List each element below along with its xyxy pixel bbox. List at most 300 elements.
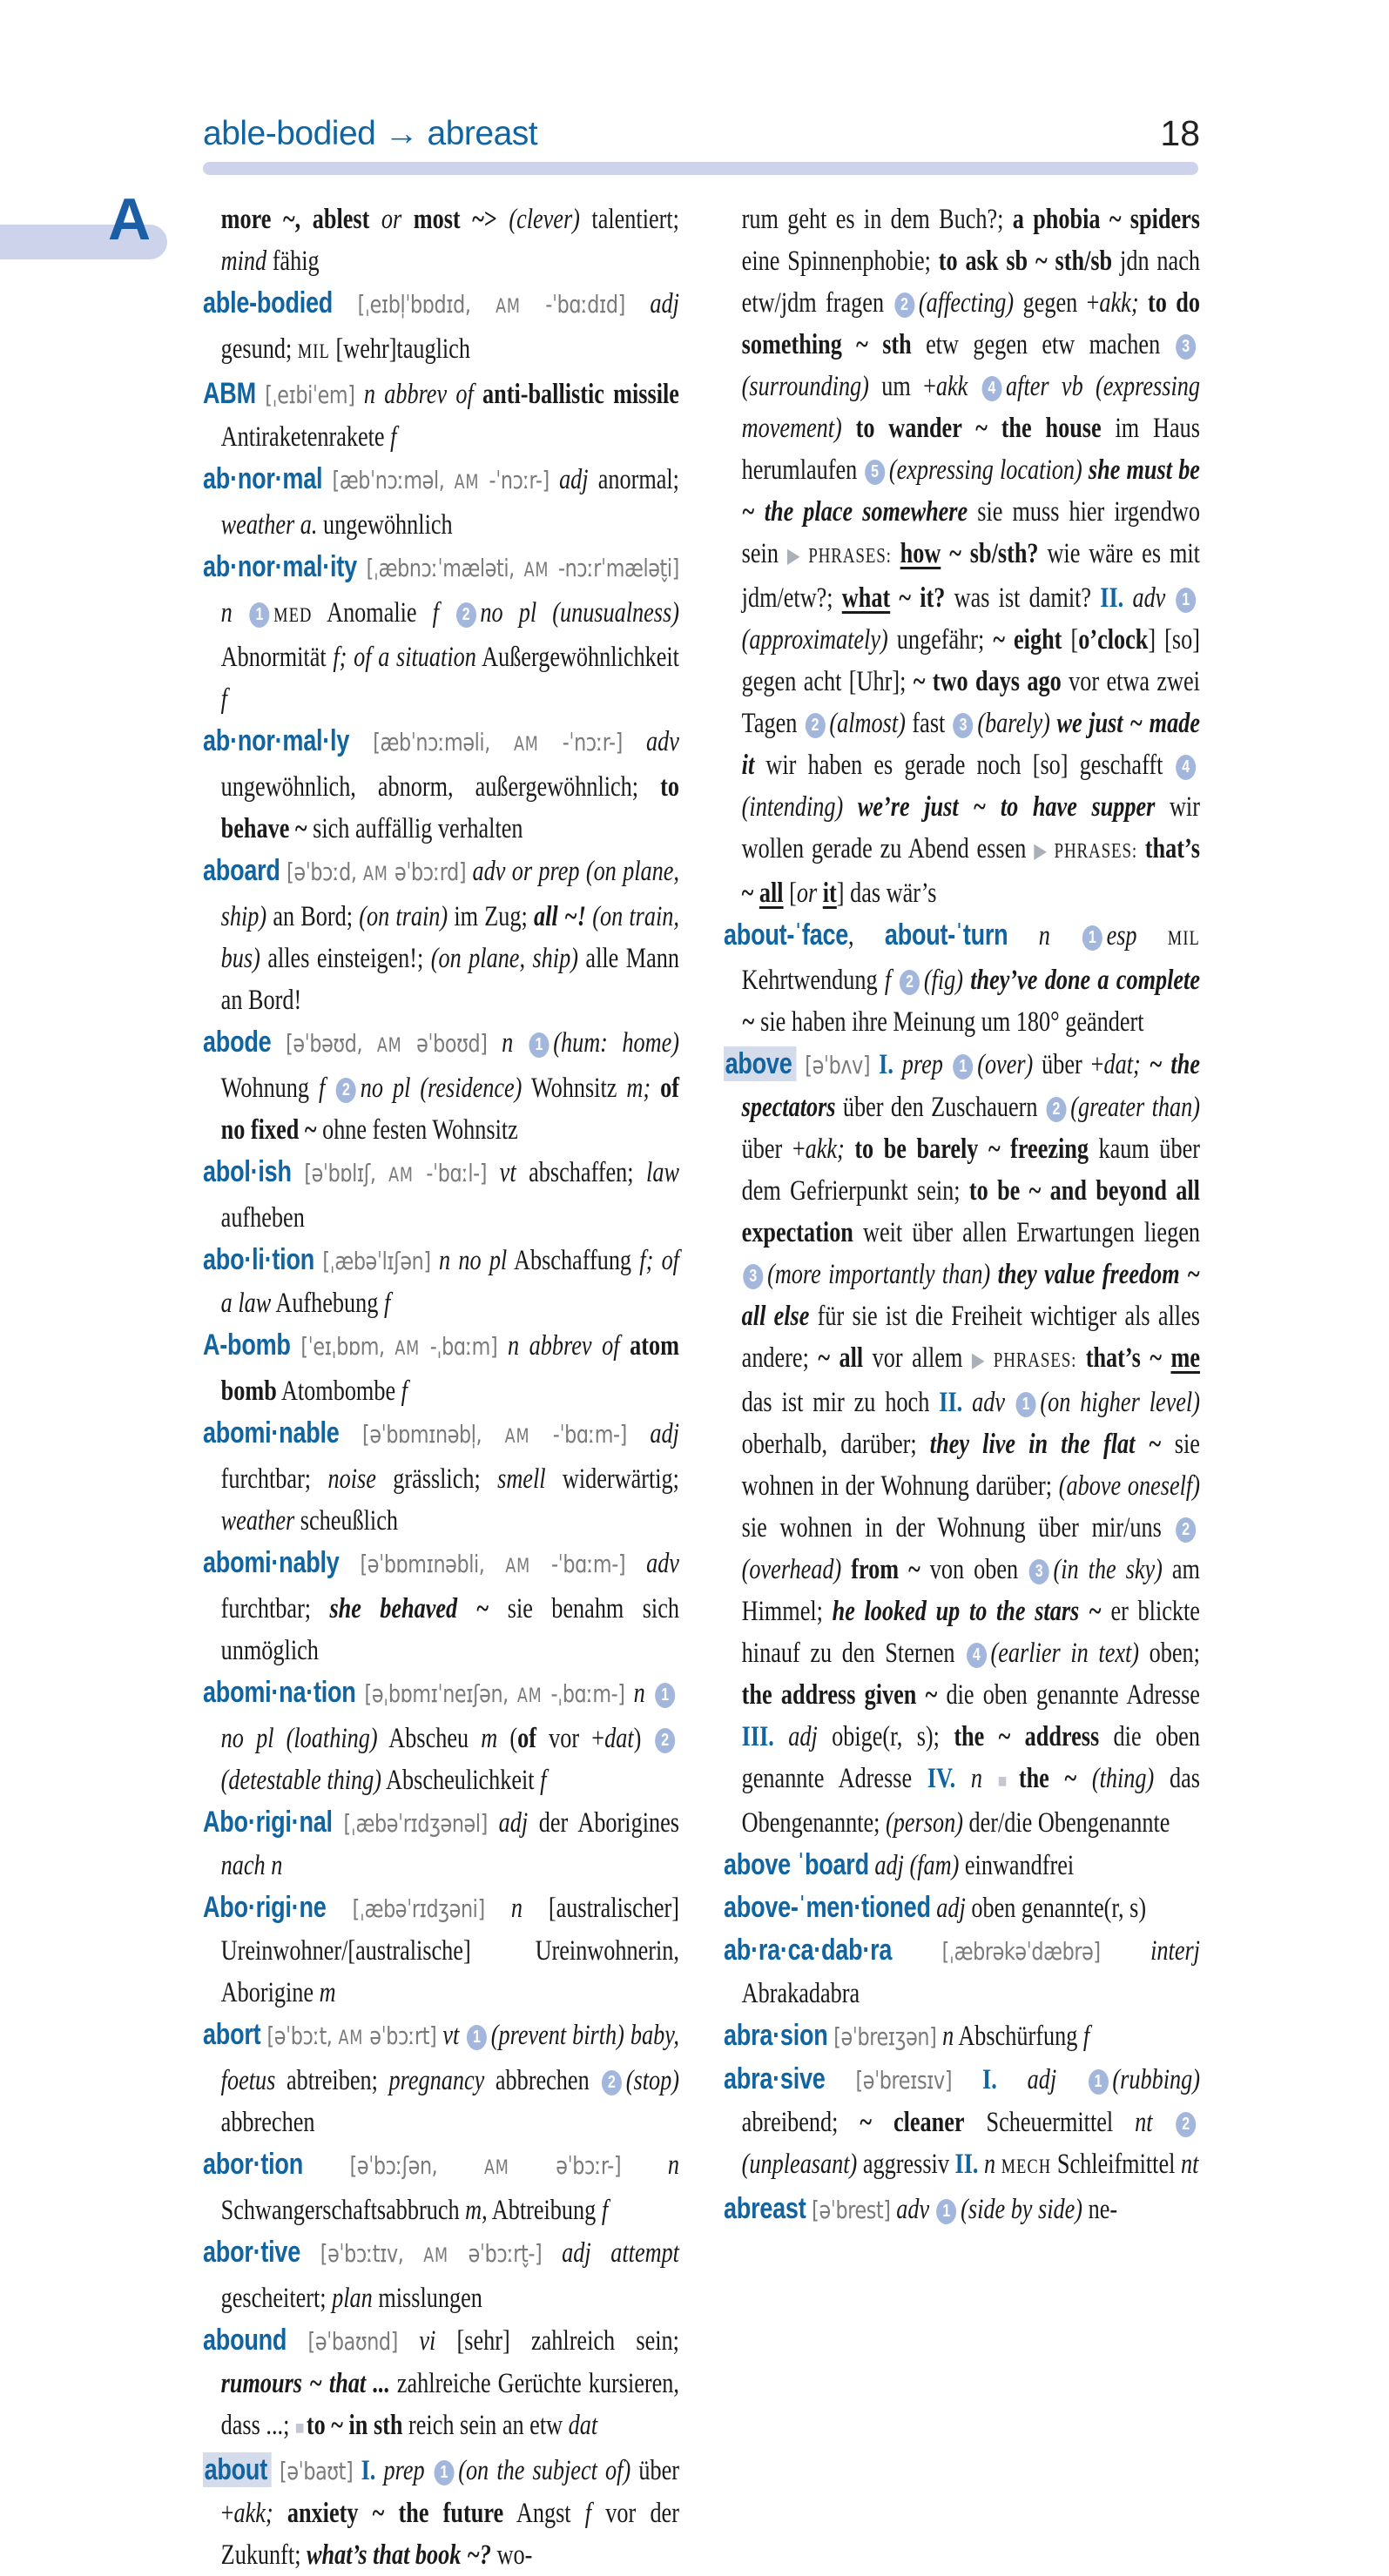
text-run: über + (220, 2455, 679, 2529)
italic-text: weather a. (220, 509, 318, 541)
text-run: etw gegen etw machen (911, 329, 1175, 360)
bold-italic-phrase: rumours ~ that ... (220, 2368, 390, 2399)
bold-phrase: more ~, ablest (220, 204, 381, 235)
phonetic-transcription: -ˈnɔːr-] (538, 728, 647, 757)
italic-text: akk (935, 371, 968, 402)
text-run: Wohnsitz (522, 1073, 627, 1104)
phonetic-transcription: -ˈbɑːdɪd] (520, 290, 651, 319)
italic-text: adj (996, 2064, 1087, 2095)
phonetic-transcription: [əˈbɔːt, (260, 2021, 339, 2050)
text-run: über den Zuschauern (835, 1092, 1045, 1123)
text-run: der Aborigines (528, 1807, 679, 1839)
american-variant-label: AM (496, 296, 521, 318)
sense-number-badge: 1 (1089, 2069, 1109, 2095)
italic-text: f (401, 1375, 408, 1407)
italic-text: (approximately) (741, 624, 888, 656)
italic-text: m (481, 1723, 498, 1754)
sense-number-badge: 3 (1029, 1559, 1049, 1584)
text-run (843, 791, 858, 823)
phonetic-transcription: [əˈbəʊd, (271, 1029, 377, 1058)
underlined-phrase: me (1170, 1342, 1200, 1374)
italic-text: (unpleasant) (741, 2149, 858, 2180)
subject-label: MIL (297, 340, 330, 362)
bold-phrase: from ~ (851, 1554, 920, 1585)
headword: abra·sive (724, 2062, 826, 2095)
italic-text: esp (1106, 920, 1137, 952)
subject-label: MED (273, 604, 313, 626)
italic-text: (barely) (977, 708, 1050, 739)
headword: about-ˈface (724, 918, 849, 952)
text-run (990, 1259, 997, 1290)
phonetic-transcription: [ˌæbəˈlɪʃən] (314, 1247, 439, 1275)
text-run: abschaffen; (516, 1157, 647, 1188)
dictionary-entry (203, 373, 679, 458)
text-run: abbrechen (484, 2065, 601, 2096)
italic-text: adj (773, 1721, 818, 1752)
italic-text: akk; (805, 1133, 845, 1165)
text-run: Abschürfung (954, 2021, 1083, 2052)
bold-phrase: the ~ address (954, 1721, 1100, 1752)
phonetic-transcription: [əˈbaʊt] (271, 2457, 361, 2485)
text-run: grässlich; (375, 1463, 498, 1495)
italic-text: no pl (unusualness) (480, 597, 679, 629)
bold-italic-phrase: all ~! (533, 901, 587, 932)
italic-text: prep (893, 1049, 952, 1080)
underlined-phrase: what (841, 582, 891, 614)
italic-text: noise (327, 1463, 376, 1495)
italic-text: (on plane, ship) (430, 943, 578, 974)
sense-number-badge: 1 (953, 1054, 973, 1079)
text-run: Schwangerschaftsabbruch (220, 2195, 466, 2226)
italic-text: f (540, 1765, 547, 1796)
dictionary-entry (203, 1542, 679, 1671)
phonetic-transcription: [əˌbɒmɪˈneɪʃən, (355, 1679, 517, 1708)
headword: abor·tion (203, 2148, 303, 2181)
text-run (497, 204, 509, 235)
italic-text: weather (220, 1505, 295, 1537)
bold-phrase: to wander ~ the house (855, 413, 1102, 444)
letter-tab: A (108, 186, 152, 252)
sense-roman-numeral: II. (1100, 582, 1124, 614)
phonetic-transcription: əˈbɔːr-] (509, 2151, 668, 2180)
phonetic-transcription: [ˌæbəˈrɪdʒənəl] (332, 1809, 499, 1838)
bold-phrase: to behave ~ (220, 771, 679, 844)
dictionary-entry (203, 282, 679, 373)
american-variant-label: AM (338, 2028, 364, 2049)
bold-phrase: to ask sb ~ sth/sb (938, 245, 1113, 277)
dictionary-entry (203, 1239, 679, 1324)
sense-number-badge: 1 (1082, 925, 1102, 951)
headword: abode (203, 1026, 272, 1059)
phonetic-transcription: [əˈbaʊnd] (287, 2327, 420, 2356)
headword: abomi·nably (203, 1546, 340, 1579)
italic-text: adv (646, 726, 679, 757)
italic-text: (on train) (359, 901, 448, 932)
bold-phrase: ~ two days ago (913, 666, 1062, 697)
guide-words: able-bodied → abreast (203, 115, 538, 152)
dictionary-entry (724, 1844, 1200, 1887)
text-run: oberhalb, darüber; (741, 1429, 930, 1460)
phrases-triangle-icon: ▶ (1034, 840, 1049, 863)
italic-text: dat (604, 1723, 634, 1754)
bold-italic-phrase: they’ve done a complete ~ (741, 965, 1200, 1038)
italic-text: f (584, 2498, 592, 2529)
italic-text: f (383, 1288, 391, 1319)
bold-italic-phrase: she behaved ~ (329, 1593, 489, 1624)
text-run: gesund; (220, 333, 298, 365)
italic-text: f (432, 597, 455, 629)
underlined-phrase: it (822, 878, 837, 909)
text-run (1139, 287, 1148, 319)
dictionary-entry (203, 458, 679, 546)
dictionary-entry (203, 546, 679, 720)
italic-text: law (646, 1157, 679, 1188)
text-run: von oben (920, 1554, 1028, 1585)
dictionary-entry (724, 2188, 1200, 2231)
text-run: abbrechen (220, 2107, 315, 2138)
american-variant-label: AM (394, 1338, 421, 1360)
headword: Abo·rigi·ne (203, 1891, 327, 1924)
bold-phrase: atom bomb (220, 1330, 679, 1407)
sense-number-badge: 1 (249, 602, 269, 628)
text-run: ( (497, 1723, 518, 1754)
dictionary-entry (203, 1801, 679, 1887)
text-run: scheußlich (294, 1505, 398, 1537)
text-run: [australischer] Ureinwohner/[australische] Ureinwohnerin, Aborigine (220, 1893, 679, 2008)
italic-text: n no pl (438, 1245, 508, 1276)
american-variant-label: AM (505, 1556, 531, 1577)
text-run: Schleifmittel (1051, 2149, 1181, 2180)
italic-text: f; of a law (220, 1245, 679, 1319)
italic-text: (on the subject of) (458, 2455, 631, 2486)
sense-number-badge: 2 (602, 2070, 622, 2095)
headword: about-ˈturn (884, 918, 1008, 952)
phrases-label: PHRASES: (993, 1349, 1077, 1372)
text-run: Kehrtwendung (741, 965, 885, 996)
phonetic-transcription: [əˈbreɪʒən] (827, 2022, 943, 2051)
italic-text: n (633, 1678, 654, 1709)
subject-label: MECH (1001, 2156, 1052, 2177)
text-run (273, 2498, 287, 2529)
text-run: gescheitert; (220, 2283, 333, 2314)
italic-text: n (510, 1893, 523, 1924)
italic-text: f (390, 421, 397, 453)
sense-number-badge: 4 (1176, 755, 1196, 780)
text-run: ] [so] gegen acht [Uhr]; (741, 624, 1200, 697)
text-run: Abschaffung (507, 1245, 640, 1276)
phrases-label: PHRASES: (808, 545, 892, 568)
italic-text: adv (646, 1548, 679, 1579)
text-run: weit über allen Erwartungen liegen (853, 1217, 1200, 1248)
italic-text: interj (1150, 1935, 1200, 1967)
bold-phrase: that’s ~ (1085, 1342, 1171, 1374)
sense-roman-numeral: I. (361, 2455, 376, 2486)
bold-phrase: ~ all (818, 1342, 864, 1374)
italic-text: m, (465, 2195, 488, 2226)
text-run (968, 371, 980, 402)
text-run: an Bord; (266, 901, 360, 932)
italic-text: (almost) (829, 708, 906, 739)
phonetic-transcription: [əˈbʌv] (796, 1051, 880, 1079)
text-run: für sie ist die Freiheit wichtiger als alles andere; (741, 1301, 1200, 1374)
italic-text: no pl (loathing) (220, 1723, 378, 1754)
american-variant-label: AM (513, 734, 539, 756)
italic-text: n (955, 1763, 998, 1794)
text-run: die oben genannte Adresse (741, 1721, 1200, 1794)
headword: abol·ish (203, 1155, 292, 1188)
italic-text: f (601, 2195, 609, 2226)
italic-text: adj (650, 288, 679, 319)
headword: above ˈboard (724, 1848, 869, 1881)
phonetic-transcription: [ˈeɪˌbɒm, (290, 1332, 395, 1361)
text-run: Atombombe (276, 1375, 401, 1407)
italic-text: mind (220, 245, 267, 277)
italic-text: (fig) (923, 965, 963, 996)
phonetic-transcription: əˈboʊd] (401, 1029, 502, 1058)
headword: abort (203, 2018, 261, 2051)
headword: abra·sion (724, 2019, 828, 2052)
italic-text: f (319, 1073, 335, 1104)
italic-text: (earlier in text) (990, 1638, 1140, 1669)
italic-text: or (796, 878, 818, 909)
bold-italic-phrase: she must be ~ the place somewhere (741, 454, 1200, 528)
text-run: Angst (503, 2498, 585, 2529)
italic-text: prep (375, 2455, 433, 2486)
text-run: anormal; (588, 464, 679, 495)
italic-text: nt (1135, 2107, 1153, 2138)
underlined-phrase: how (900, 538, 941, 569)
sense-roman-numeral: IV. (927, 1763, 956, 1794)
left-column (203, 198, 679, 2576)
sense-number-badge: 2 (1046, 1097, 1066, 1122)
italic-text: n (220, 597, 248, 629)
text-run (1076, 1763, 1092, 1794)
text-run: oben genannte(r, s) (965, 1893, 1147, 1924)
phonetic-transcription: [əˈbɒmɪnəbli, (339, 1550, 506, 1578)
italic-text: n (667, 2149, 679, 2181)
italic-text: (rubbing) (1112, 2064, 1200, 2095)
text-run: Aufhebung (271, 1288, 384, 1319)
italic-text: adj (559, 464, 589, 495)
entry-continuation (724, 198, 1200, 914)
sense-number-badge: 1 (655, 1683, 675, 1708)
text-run: sie benahm sich unmöglich (220, 1593, 679, 1666)
text-run: misslungen (372, 2283, 482, 2314)
italic-text: f (1082, 2021, 1090, 2052)
italic-text: n (1008, 920, 1082, 952)
italic-text: f (884, 965, 899, 996)
bold-phrase: ~ cleaner (860, 2107, 965, 2138)
italic-text: nach n (220, 1850, 283, 1881)
phonetic-transcription: əˈbɔːrt̬-] (448, 2239, 563, 2268)
bold-phrase: anti-ballistic missile (482, 379, 679, 410)
italic-text: dat; (1103, 1049, 1141, 1080)
american-variant-label: AM (504, 1426, 530, 1448)
italic-text: (overhead) (741, 1554, 842, 1585)
phonetic-transcription: [əˈbɔːd, (280, 858, 363, 886)
text-run: am Himmel; (741, 1554, 1200, 1627)
italic-text: (above oneself) (1058, 1470, 1200, 1502)
text-run: einwandfrei (959, 1850, 1075, 1881)
text-run (842, 413, 856, 444)
sense-number-badge: 2 (655, 1728, 675, 1753)
text-run: vor + (536, 1723, 605, 1754)
american-variant-label: AM (423, 2245, 448, 2267)
sense-number-badge: 1 (936, 2199, 956, 2224)
phonetic-transcription: [æbˈnɔːməli, (349, 728, 514, 757)
right-column (724, 198, 1200, 2231)
italic-text: vt (442, 2020, 466, 2051)
dictionary-entry (203, 1887, 679, 2014)
sense-roman-numeral: II. (939, 1387, 963, 1418)
text-run (1137, 833, 1145, 864)
headword: ab·nor·mal (203, 462, 323, 495)
dictionary-entry (203, 2319, 679, 2449)
text-run: was ist damit? (945, 582, 1101, 614)
text-run: aufheben (220, 1202, 305, 1234)
text-run: abreibend; (741, 2107, 860, 2138)
dictionary-entry (203, 720, 679, 850)
italic-text: plan (332, 2283, 373, 2314)
phrases-triangle-icon: ▶ (786, 545, 803, 568)
phonetic-transcription: [əˈbɔːtɪv, (300, 2239, 424, 2268)
italic-text: (more importantly than) (767, 1259, 991, 1290)
sense-number-badge: 1 (467, 2025, 487, 2050)
text-run: obige(r, s); (817, 1721, 954, 1752)
text-run: aggressiv (857, 2149, 955, 2180)
italic-text: adv (1123, 582, 1175, 614)
text-run: eine Spinnenphobie; (741, 245, 939, 277)
bold-italic-phrase: we’re just ~ to have supper (857, 791, 1156, 823)
entry-continuation (203, 198, 679, 282)
headword: ABM (203, 377, 256, 410)
text-run: wie wäre es mit jdm/etw?; (741, 538, 1200, 614)
italic-text: (hum: home) (553, 1027, 679, 1059)
dictionary-entry (724, 1043, 1200, 1844)
text-run: Antiraketenrakete (220, 421, 391, 453)
text-run: über + (1033, 1049, 1104, 1080)
idiom-square-icon: ■ (997, 1770, 1017, 1792)
bold-phrase: most ~> (413, 204, 497, 235)
italic-text: adv (962, 1387, 1015, 1418)
headword: abound (203, 2324, 287, 2357)
bold-phrase: ~ eight (993, 624, 1062, 656)
italic-text: (side by side) (961, 2194, 1083, 2225)
italic-text: adv or prep (on plane, ship) (220, 856, 679, 932)
phonetic-transcription: [əˈbrest] (806, 2196, 897, 2224)
dictionary-entry (203, 2449, 679, 2576)
sense-number-badge: 3 (1176, 334, 1196, 360)
text-run (1082, 454, 1089, 486)
phonetic-transcription: -ˈbɑːl-] (413, 1159, 500, 1187)
dictionary-entry (203, 1412, 679, 1542)
italic-text: adj (650, 1418, 679, 1449)
bold-phrase: to ~ in sth (306, 2410, 403, 2441)
text-run: wir haben es gerade noch [so] geschafft (754, 750, 1175, 781)
italic-text: adv (896, 2194, 935, 2225)
headword: ab·nor·mal·ly (203, 724, 350, 757)
italic-text: adj (498, 1807, 529, 1839)
dictionary-entry (724, 914, 1200, 1043)
dictionary-entry (724, 2014, 1200, 2058)
text-run: Anomalie (312, 597, 433, 629)
sense-number-badge: 4 (981, 376, 1001, 401)
text-run: vor etwa zwei Tagen (741, 666, 1200, 739)
italic-text: (surrounding) (741, 371, 869, 402)
italic-text: f; of a situation (333, 642, 476, 673)
phrases-triangle-icon: ▶ (971, 1349, 988, 1372)
headword: ab·nor·mal·ity (203, 550, 357, 583)
text-run: ne- (1082, 2194, 1118, 2225)
text-run: [ (783, 878, 797, 909)
text-run (1050, 708, 1057, 739)
text-run: sie wohnen in der Wohnung über mir/uns (741, 1512, 1175, 1544)
bold-phrase: of no fixed ~ (220, 1073, 679, 1146)
text-run: über + (741, 1133, 806, 1165)
american-variant-label: AM (523, 560, 550, 582)
phonetic-transcription: [ˌeɪbl̩ˈbɒdɪd, (333, 290, 496, 319)
sense-number-badge: 2 (806, 713, 826, 738)
sense-roman-numeral: II. (954, 2149, 979, 2180)
text-run: [sehr] zahlreich sein; (435, 2325, 679, 2357)
text-run (1137, 920, 1168, 952)
sense-roman-numeral: III. (741, 1721, 774, 1752)
text-run: ) (633, 1723, 654, 1754)
italic-text: adj attempt (562, 2237, 679, 2269)
sense-roman-numeral: I. (982, 2064, 997, 2095)
american-variant-label: AM (388, 1165, 414, 1187)
bold-phrase: anxiety ~ the future (287, 2498, 504, 2529)
sense-number-badge: 2 (456, 602, 476, 628)
text-run: fast (905, 708, 952, 739)
bold-italic-phrase: ~ the spectators (741, 1049, 1200, 1123)
headword: able-bodied (203, 286, 334, 319)
sense-number-badge: 2 (894, 293, 914, 318)
italic-text: (thing) (1091, 1763, 1155, 1794)
italic-text: n abbrev of (363, 379, 482, 410)
text-run: ungewöhnlich (317, 509, 453, 541)
headword: above-ˈmen·tioned (724, 1891, 931, 1924)
headword: A-bomb (203, 1328, 291, 1362)
dictionary-entry (203, 1324, 679, 1412)
sense-number-badge: 5 (865, 460, 885, 485)
text-run: Scheuermittel (964, 2107, 1136, 2138)
bold-italic-phrase: they live in the flat ~ (929, 1429, 1162, 1460)
american-variant-label: AM (362, 864, 388, 885)
phonetic-transcription: əˈbɔːrd] (388, 858, 473, 886)
text-run: ungefähr; (887, 624, 994, 656)
bold-phrase: of (517, 1723, 536, 1754)
text-run: sie haben ihre Meinung um 180° geändert (754, 1006, 1144, 1038)
italic-text: akk; (1099, 287, 1139, 319)
phonetic-transcription: əˈbɔːrt] (363, 2021, 443, 2050)
bold-phrase: to do something ~ sth (741, 287, 1200, 360)
phonetic-transcription: -ˌbɑːm] (420, 1332, 508, 1361)
sense-number-badge: 3 (743, 1264, 763, 1289)
underlined-phrase: all (759, 878, 784, 909)
headword: aboard (203, 854, 280, 887)
text-run: wir wollen gerade zu Abend essen (741, 791, 1200, 864)
header-divider-bar (203, 162, 1198, 175)
phonetic-transcription: [æbˈnɔːməl, (322, 466, 455, 494)
text-run (841, 1554, 851, 1585)
text-run: sie wohnen in der Wohnung darüber; (741, 1429, 1200, 1502)
bold-italic-phrase: he looked up to the stars ~ (832, 1596, 1102, 1627)
italic-text: n abbrev of (507, 1330, 630, 1362)
text-run (963, 965, 970, 996)
sense-number-badge: 2 (1176, 2112, 1196, 2137)
text-run (845, 1133, 855, 1165)
